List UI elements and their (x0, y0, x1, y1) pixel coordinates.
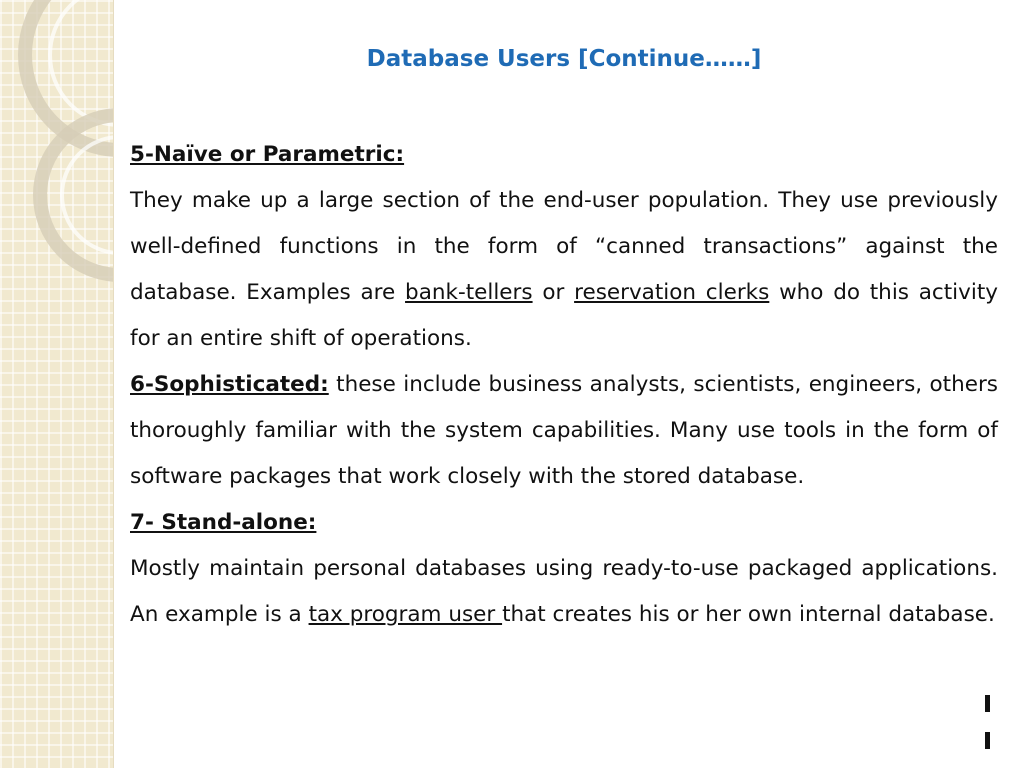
bank-tellers-link[interactable]: bank-tellers (405, 280, 533, 305)
section-5-text-a: They make up a large section of the end-user population. They use previously well-defined functions in the form of “canned transactions” against the database. Examples are (130, 188, 998, 305)
text-cursor-marks (984, 695, 992, 749)
section-5-heading-line (130, 132, 998, 178)
decorative-side-band (0, 0, 114, 768)
section-7-heading-line (130, 500, 998, 546)
tax-program-user-link[interactable]: tax program user (308, 602, 503, 627)
section-7-text-a: Mostly maintain personal databases using ready-to-use packaged applications. An example is a (130, 556, 998, 627)
section-6-heading: 6-Sophisticated: (130, 372, 329, 397)
reservation-clerks-link[interactable]: reservation clerks (574, 280, 770, 305)
section-7-text-b: that creates his or her own internal database. (502, 602, 995, 627)
section-6-paragraph (130, 362, 998, 500)
ring-decoration-icon (0, 0, 113, 300)
section-5-paragraph (130, 178, 998, 362)
slide-body (130, 132, 998, 638)
section-7-heading: 7- Stand-alone: (130, 510, 317, 535)
section-5-text-b: or (532, 280, 575, 305)
slide-title: Database Users [Continue……] (366, 46, 762, 72)
section-5-text-c: who do this activity for an entire shift of operations. (130, 280, 998, 351)
section-5-heading: 5-Naïve or Parametric: (130, 142, 405, 167)
cursor-bar-icon (985, 695, 990, 712)
section-6-text: these include business analysts, scientists, engineers, others thoroughly familiar with the system capabilities. Many use tools in the form of software packages that work closely with the stored database. (130, 372, 998, 489)
cursor-bar-icon (985, 732, 990, 749)
section-7-paragraph (130, 546, 998, 638)
